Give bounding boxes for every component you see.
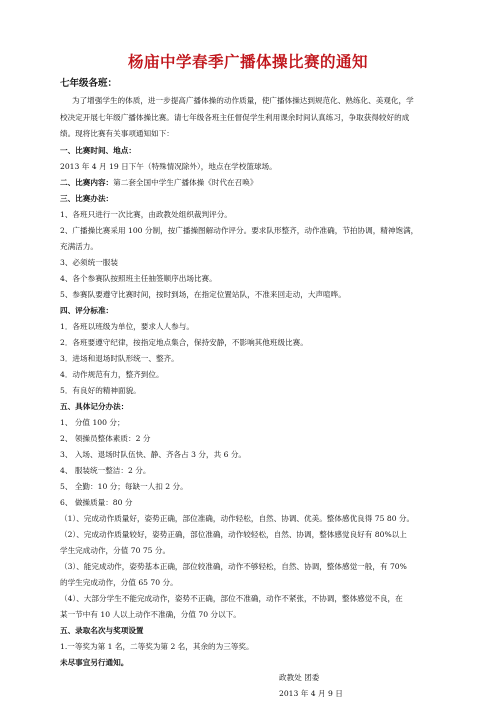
section-line: 3、必须统一服装 [60, 258, 118, 267]
section-line: 4、各个参赛队按照班主任抽签顺序出场比赛。 [60, 274, 217, 283]
section-line: 学生完成动作，分值 70 75 分。 [60, 546, 171, 555]
greeting: 七年级各班： [60, 78, 118, 89]
section-line: 2．各班要遵守纪律，按指定地点集合，保持安静，不影响其他班级比赛。 [60, 338, 308, 347]
section-line: 的学生完成动作，分值 65 70 分。 [60, 578, 178, 587]
section-line: 1、 分值 100 分； [60, 418, 125, 427]
section-line: 5、参赛队要遵守比赛时间，按时到场，在指定位置站队，不准来回走动，大声喧哗。 [60, 290, 346, 299]
section-line: 2、广播操比赛采用 100 分制，按广播操图解动作评分。要求队形整齐，动作准确，节拍协调，精神饱满， [60, 226, 419, 235]
section-line: 4、 服装统一整洁：2 分。 [60, 466, 151, 475]
section-heading: 四、评分标准： [60, 306, 114, 315]
section-text: 第二套全国中学生广播体操《时代在召唤》 [113, 178, 258, 187]
intro-line: 校决定开展七年级广播体操比赛。请七年级各班主任督促学生利用课余时间认真练习，争取获得较好的成 [60, 113, 410, 122]
section-line: 1．各班以班级为单位，要求人人参与。 [60, 322, 194, 331]
section-line: 1.一等奖为第 1 名，二等奖为第 2 名，其余的为三等奖。 [60, 642, 254, 651]
section-line: 3、 入场、退场时队伍快、静、齐各占 3 分，共 6 分。 [60, 450, 247, 459]
intro-line: 为了增强学生的体质，进一步提高广播体操的动作质量，使广播体操达到规范化、熟练化、美观化，学 [72, 96, 414, 105]
section-heading: 一、比赛时间、地点： [60, 146, 136, 155]
section-heading-row [60, 178, 257, 188]
section-heading: 五、录取名次与奖项设置 [60, 626, 144, 635]
section-heading: 三、比赛办法： [60, 194, 114, 203]
section-line: （1）、完成动作质量好，姿势正确，部位准确，动作轻松，自然、协调、优美。整体感优良得 75 80 分。 [60, 514, 415, 523]
section-heading: 二、比赛内容： [60, 178, 114, 187]
section-line: （4）、大部分学生不能完成动作，姿势不正确，部位不准确，动作不紧张，不协调，整体感觉不良，在 [60, 594, 403, 603]
signature-date: 2013 年 4 月 9 日 [279, 689, 343, 698]
section-line: 某一节中有 10 人以上动作不准确，分值 70 分以下。 [60, 610, 241, 619]
section-line: 2013 年 4 月 19 日下午（特殊情况除外），地点在学校篮球场。 [60, 162, 277, 171]
section-line: 5、 全勤：10 分；每缺一人扣 2 分。 [60, 482, 188, 491]
section-line: 1、各班只进行一次比赛，由政教处组织裁判评分。 [60, 210, 232, 219]
section-line: （2）、完成动作质量较好，姿势正确，部位准确，动作较轻松，自然、协调，整体感觉良好有 80%以上 [60, 530, 407, 539]
intro-line: 绩。现将比赛有关事项通知如下： [60, 129, 174, 138]
section-line: 3．进场和退场时队形统一、整齐。 [60, 354, 179, 363]
section-line: 2、 领操员整体素质：2 分 [60, 434, 151, 443]
page-title: 杨庙中学春季广播体操比赛的通知 [127, 53, 368, 71]
section-line: 充满活力。 [60, 242, 98, 251]
closing-note: 未尽事宜另行通知。 [60, 658, 129, 667]
signature-org: 政教处 团委 [279, 673, 320, 682]
section-line: 5．有良好的精神面貌。 [60, 386, 141, 395]
section-line: （3）、能完成动作，姿势基本正确，部位较准确，动作不够轻松，自然、协调，整体感觉一般，有 70% [60, 562, 407, 571]
section-line: 6、 做操质量：80 分 [60, 498, 133, 507]
section-line: 4．动作规范有力，整齐到位。 [60, 370, 164, 379]
section-heading: 五、具体记分办法： [60, 402, 129, 411]
